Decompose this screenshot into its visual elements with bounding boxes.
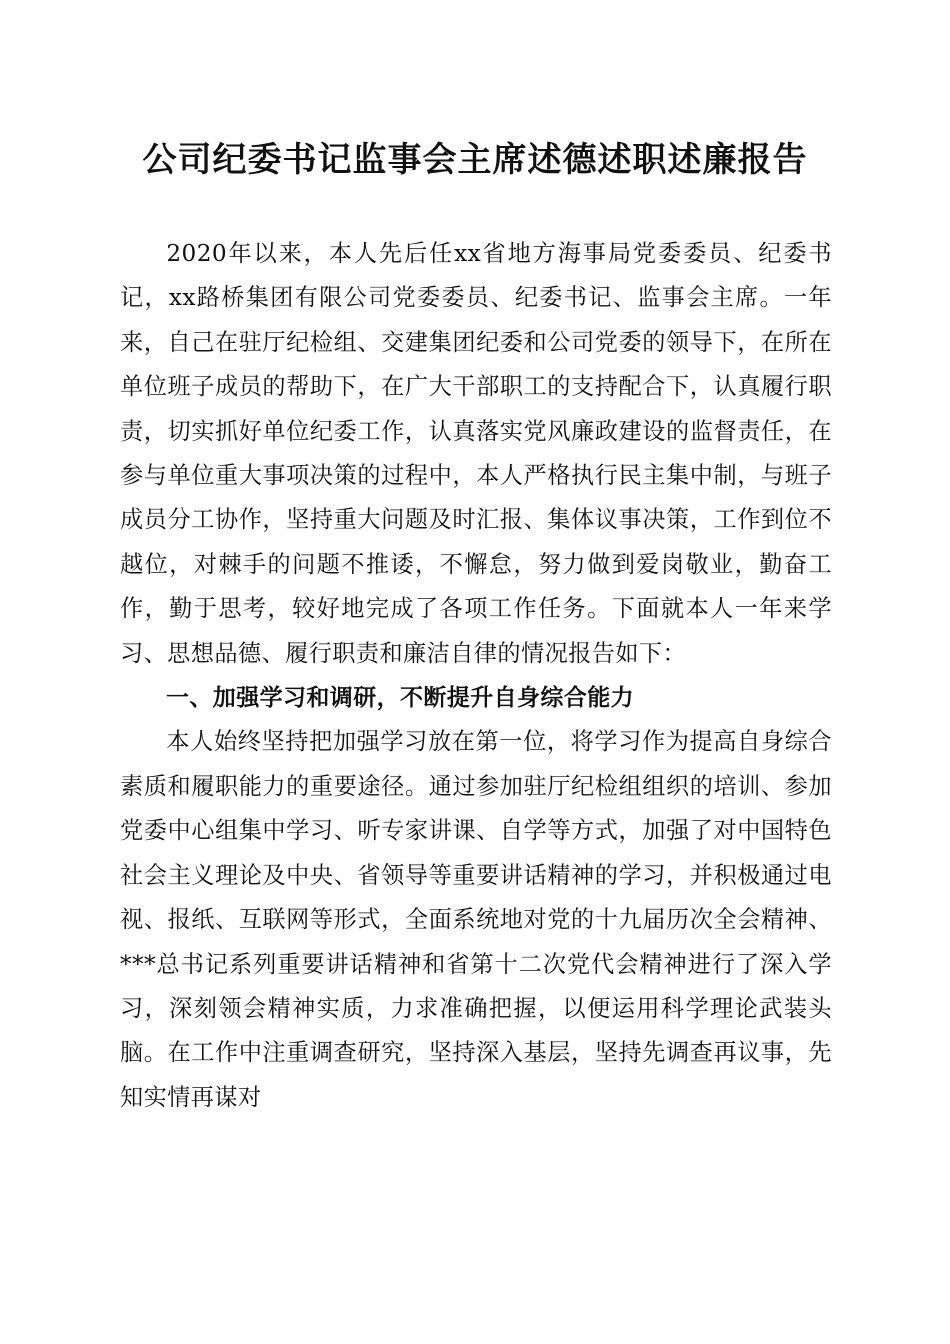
intro-paragraph: 2020年以来，本人先后任xx省地方海事局党委委员、纪委书记，xx路桥集团有限公司党委委员、纪委书记、监事会主席。一年来，自己在驻厅纪检组、交建集团纪委和公司党委的领导下，在所在单位班子成员的帮助下，在广大干部职工的支持配合下，认真履行职责，切实抓好单位纪委工作，认真落实党风廉政建设的监督责任，在参与单位重大事项决策的过程中，本人严格执行民主集中制，与班子成员分工协作，坚持重大问题及时汇报、集体议事决策，工作到位不越位，对棘手的问题不推诿，不懈怠，努力做到爱岗敬业，勤奋工作，勤于思考，较好地完成了各项工作任务。下面就本人一年来学习、思想品德、履行职责和廉洁自律的情况报告如下： bbox=[120, 240, 832, 667]
document-title: 公司纪委书记监事会主席述德述职述廉报告 bbox=[142, 140, 808, 180]
section-1-paragraph: 本人始终坚持把加强学习放在第一位，将学习作为提高自身综合素质和履职能力的重要途径。通过参加驻厅纪检组组织的培训、参加党委中心组集中学习、听专家讲课、自学等方式，加强了对中国特色社会主义理论及中央、省领导等重要讲话精神的学习，并积极通过电视、报纸、互联网等形式，全面系统地对党的十九届历次全会精神、***总书记系列重要讲话精神和省第十二次党代会精神进行了深入学习，深刻领会精神实质，力求准确把握，以便运用科学理论武装头脑。在工作中注重调查研究，坚持深入基层，坚持先调查再议事，先知实情再谋对 bbox=[120, 728, 832, 1111]
section-heading-1: 一、加强学习和调研，不断提升自身综合能力 bbox=[166, 685, 634, 712]
document-body bbox=[120, 232, 832, 1120]
